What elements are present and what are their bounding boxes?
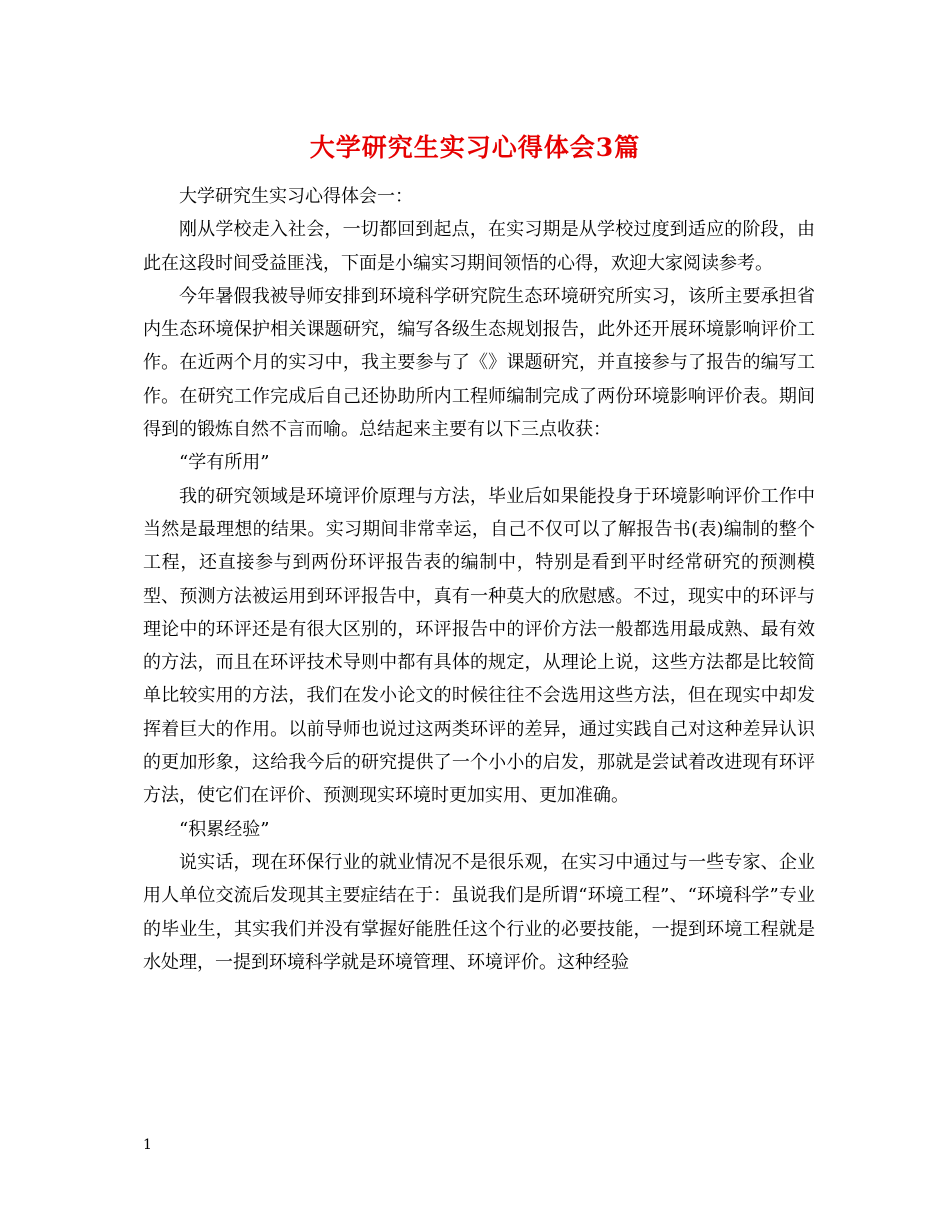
paragraph-research-field: 我的研究领域是环境评价原理与方法，毕业后如果能投身于环境影响评价工作中当然是最理想的结果。实习期间非常幸运，自己不仅可以了解报告书(表)编制的整个工程，还直接参与到两份环评报告表的编制中，特别是看到平时经常研究的预测模型、预测方法被运用到环评报告中，真有一种莫大的欣慰感。不过，现实中的环评与理论中的环评还是有很大区别的，环评报告中的评价方法一般都选用最成熟、最有效的方法，而且在环评技术导则中都有具体的规定，从理论上说，这些方法都是比较简单比较实用的方法，我们在发小论文的时候往往不会选用这些方法，但在现实中却发挥着巨大的作用。以前导师也说过这两类环评的差异，通过实践自己对这种差异认识的更加形象，这给我今后的研究提供了一个小小的启发，那就是尝试着改进现有环评方法，使它们在评价、预测现实环境时更加实用、更加准确。: [143, 485, 815, 807]
paragraph-employment: 说实话，现在环保行业的就业情况不是很乐观，在实习中通过与一些专家、企业用人单位交流后发现其主要症结在于：虽说我们是所谓“环境工程”、“环境科学”专业的毕业生，其实我们并没有掌握好能胜任这个行业的必要技能，一提到环境工程就是水处理，一提到环境科学就是环境管理、环境评价。这种经验: [143, 851, 815, 973]
subheading-learn-and-apply: “学有所用”: [179, 452, 270, 474]
subheading-accumulate-experience: “积累经验”: [179, 818, 270, 840]
document-title: 大学研究生实习心得体会3篇: [309, 133, 641, 162]
paragraph-intro: 刚从学校走入社会，一切都回到起点，在实习期是从学校过度到适应的阶段，由此在这段时间受益匪浅，下面是小编实习期间领悟的心得，欢迎大家阅读参考。: [143, 219, 815, 274]
document-body: [143, 180, 815, 979]
paragraph-internship: 今年暑假我被导师安排到环境科学研究院生态环境研究所实习，该所主要承担省内生态环境保护相关课题研究，编写各级生态规划报告，此外还开展环境影响评价工作。在近两个月的实习中，我主要参与了《》课题研究，并直接参与了报告的编写工作。在研究工作完成后自己还协助所内工程师编制完成了两份环境影响评价表。期间得到的锻炼自然不言而喻。总结起来主要有以下三点收获：: [143, 285, 815, 441]
section-heading-intro: 大学研究生实习心得体会一：: [179, 186, 413, 207]
page-number: 1: [143, 1137, 152, 1153]
